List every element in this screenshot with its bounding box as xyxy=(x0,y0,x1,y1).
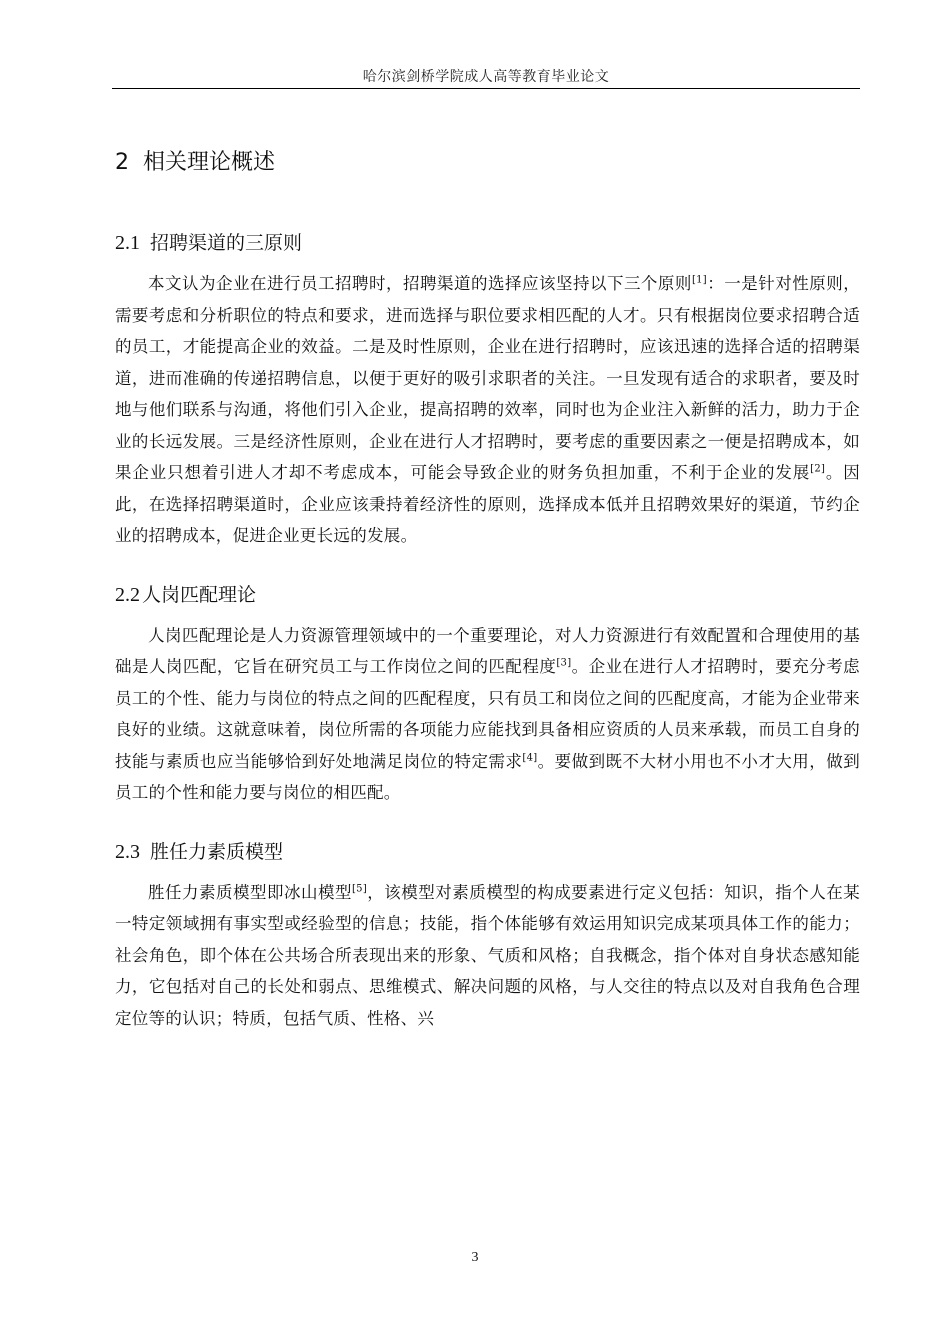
paragraph-text: 。企业在进行人才招聘时，要充分考虑员工的个性、能力与岗位的特点之间的匹配程度，只有员工和岗位之间的匹配度高，才能为企业带来良好的业绩。这就意味着，岗位所需的各项能力应能找到具备相应资质的人员来承载，而员工自身的技能与素质也应当能够恰到好处地满足岗位的特定需求 xyxy=(115,657,860,771)
section-number: 2.2 xyxy=(115,583,140,606)
section-heading-2-1 xyxy=(115,230,860,256)
citation-ref: [2] xyxy=(810,463,826,475)
paragraph-text: ：一是针对性原则，需要考虑和分析职位的特点和要求，进而选择与职位要求相匹配的人才。只有根据岗位要求招聘合适的员工，才能提高企业的效益。二是及时性原则，企业在进行招聘时，应该迅速的选择合适的招聘渠道，进而准确的传递招聘信息，以便于更好的吸引求职者的关注。一旦发现有适合的求职者，要及时地与他们联系与沟通，将他们引入企业，提高招聘的效率，同时也为企业注入新鲜的活力，助力于企业的长远发展。三是经济性原则，企业在进行人才招聘时，要考虑的重要因素之一便是招聘成本，如果企业只想着引进人才却不考虑成本，可能会导致企业的财务负担加重，不利于企业的发展 xyxy=(115,274,860,482)
citation-ref: [4] xyxy=(522,752,538,763)
section-title: 人岗匹配理论 xyxy=(142,583,257,606)
header-rule xyxy=(112,88,860,89)
chapter-heading xyxy=(115,148,860,178)
citation-ref: [5] xyxy=(351,883,368,894)
running-header: 哈尔滨剑桥学院成人高等教育毕业论文 xyxy=(362,69,610,85)
page-content xyxy=(115,136,860,1064)
section-heading-2-2 xyxy=(115,582,860,608)
section-2-1-paragraph xyxy=(115,268,860,552)
paragraph-text: 胜任力素质模型即冰山模型 xyxy=(148,882,352,902)
citation-ref: [3] xyxy=(556,657,572,669)
paragraph-text: 人岗匹配理论是人力资源管理领域中的一个重要理论，对人力资源进行有效配置和合理使用的基础是人岗匹配，它旨在研究员工与工作岗位之间的匹配程度 xyxy=(115,625,860,676)
section-title: 招聘渠道的三原则 xyxy=(150,232,303,254)
section-number: 2.3 xyxy=(115,840,140,863)
paragraph-text: ，该模型对素质模型的构成要素进行定义包括：知识，指个人在某一特定领域拥有事实型或经验型的信息；技能，指个体能够有效运用知识完成某项具体工作的能力；社会角色，即个体在公共场合所表现出来的形象、气质和风格；自我概念，指个体对自身状态感知能力，它包括对自己的长处和弱点、思维模式、解决问题的风格，与人交往的特点以及对自我角色合理定位等的认识；特质，包括气质、性格、兴 xyxy=(115,882,860,1028)
citation-ref: [1] xyxy=(691,274,708,286)
section-2-3-paragraph xyxy=(115,877,860,1035)
paragraph-text: 本文认为企业在进行员工招聘时，招聘渠道的选择应该坚持以下三个原则 xyxy=(148,274,692,293)
chapter-title: 相关理论概述 xyxy=(143,150,276,175)
paragraph-text: 。要做到既不大材小用也不小才大用，做到员工的个性和能力要与岗位的相匹配。 xyxy=(115,751,861,802)
section-2-2-paragraph xyxy=(115,620,860,809)
section-number: 2.1 xyxy=(115,232,140,254)
page-number: 3 xyxy=(471,1250,479,1265)
paragraph-text: 。因此，在选择招聘渠道时，企业应该秉持着经济性的原则，选择成本低并且招聘效果好的渠道，节约企业的招聘成本，促进企业更长远的发展。 xyxy=(115,463,860,545)
chapter-number: 2 xyxy=(115,150,129,175)
section-heading-2-3 xyxy=(115,839,860,865)
section-title: 胜任力素质模型 xyxy=(150,840,284,863)
